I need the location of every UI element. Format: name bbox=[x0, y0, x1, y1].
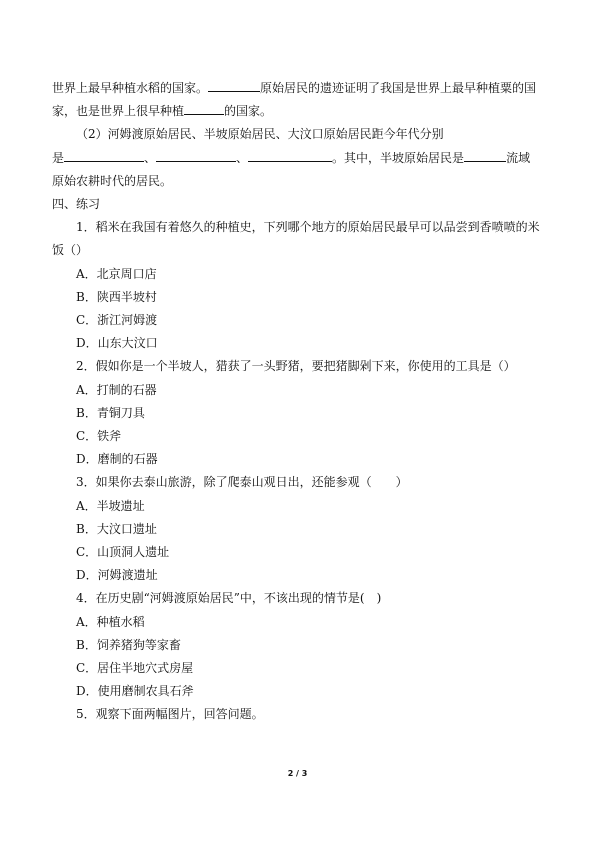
answer-option: D．磨制的石器 bbox=[76, 452, 158, 466]
answer-option: B．大汶口遗址 bbox=[76, 522, 157, 536]
question-stem: 5．观察下面两幅图片，回答问题。 bbox=[76, 707, 264, 721]
answer-option: D．河姆渡遗址 bbox=[76, 568, 158, 582]
answer-option: B．陕西半坡村 bbox=[76, 290, 157, 304]
text-segment: 世界上最早种植水稻的国家。 bbox=[52, 81, 209, 95]
fill-blank bbox=[208, 79, 260, 92]
answer-option: B．饲养猪狗等家畜 bbox=[76, 638, 181, 652]
answer-option: D．山东大汶口 bbox=[76, 336, 158, 350]
answer-option: B．青铜刀具 bbox=[76, 406, 145, 420]
answer-option: A．种植水稻 bbox=[76, 615, 145, 629]
question-stem: 2．假如你是一个半坡人，猎获了一头野猪，要把猪脚剁下来，你使用的工具是（） bbox=[76, 359, 516, 373]
text-segment: 、 bbox=[144, 151, 157, 165]
fill-blank bbox=[184, 102, 224, 115]
page-number: 2 / 3 bbox=[287, 769, 308, 778]
question-stem: 4．在历史剧“河姆渡原始居民”中，不该出现的情节是( ) bbox=[76, 591, 382, 605]
answer-option: C．居住半地穴式房屋 bbox=[76, 661, 194, 675]
text-line bbox=[52, 102, 272, 119]
text-line bbox=[52, 149, 530, 166]
text-segment: 原始居民的遗迹证明了我国是世界上最早种植粟的国 bbox=[260, 81, 537, 95]
text-segment: 、 bbox=[236, 151, 249, 165]
text-segment: 。其中，半坡原始居民是 bbox=[332, 151, 465, 165]
text-segment: 是 bbox=[52, 151, 65, 165]
fill-blank bbox=[248, 149, 332, 162]
section-heading: 四、练习 bbox=[52, 197, 101, 211]
answer-option: A．北京周口店 bbox=[76, 267, 157, 281]
text-segment: 的国家。 bbox=[224, 104, 273, 118]
answer-option: A．半坡遗址 bbox=[76, 499, 145, 513]
fill-blank bbox=[464, 149, 506, 162]
text-line bbox=[52, 79, 536, 96]
question-stem: 1．稻米在我国有着悠久的种植史，下列哪个地方的原始居民最早可以品尝到香喷喷的米 bbox=[76, 220, 540, 234]
answer-option: A．打制的石器 bbox=[76, 383, 157, 397]
question-stem: 饭（） bbox=[52, 243, 89, 257]
text-line: 原始农耕时代的居民。 bbox=[52, 174, 173, 188]
text-segment: 流域 bbox=[506, 151, 531, 165]
fill-blank bbox=[64, 149, 144, 162]
question-stem: （2）河姆渡原始居民、半坡原始居民、大汶口原始居民距今年代分别 bbox=[76, 127, 444, 141]
answer-option: C．浙江河姆渡 bbox=[76, 313, 158, 327]
answer-option: C．山顶洞人遗址 bbox=[76, 545, 170, 559]
answer-option: C．铁斧 bbox=[76, 429, 122, 443]
fill-blank bbox=[156, 149, 236, 162]
text-segment: 家，也是世界上很早种植 bbox=[52, 104, 185, 118]
answer-option: D．使用磨制农具石斧 bbox=[76, 684, 194, 698]
question-stem: 3．如果你去泰山旅游，除了爬泰山观日出，还能参观（ ） bbox=[76, 475, 408, 489]
